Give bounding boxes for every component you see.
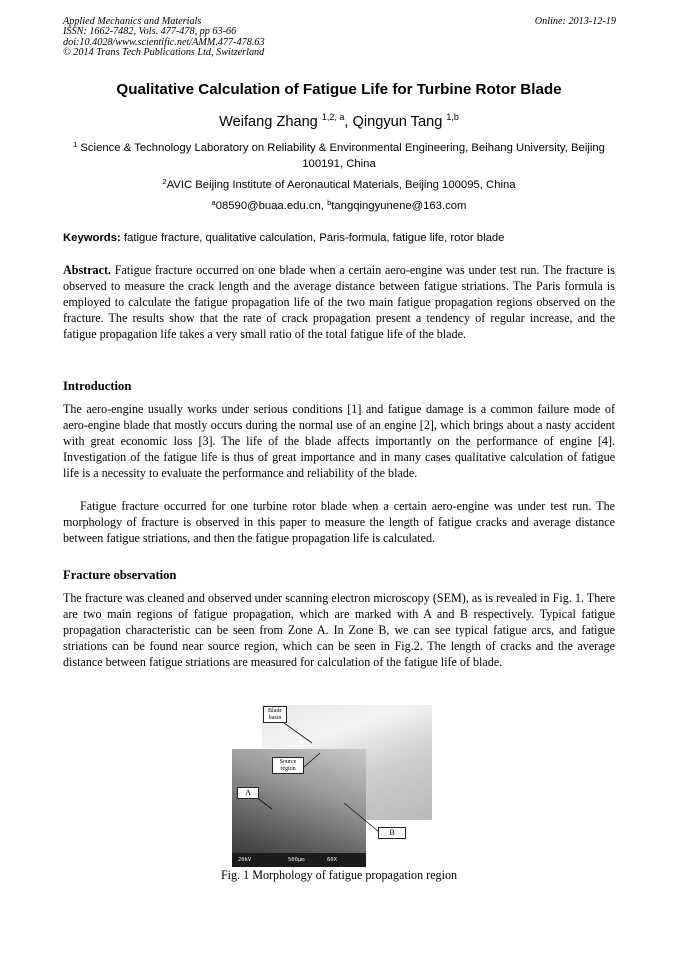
abstract-label: Abstract. [63,263,112,277]
paper-title: Qualitative Calculation of Fatigue Life for Turbine Rotor Blade [116,81,562,98]
journal-header [63,17,423,59]
introduction-paragraph-2-text: Fatigue fracture occurred for one turbine rotor blade when a certain aero-engine was under test run. The morphology of fracture is observed in this paper to measure the length of fatigue cracks and average distance between fatigue striations, and then the fatigue propagation life is calculated. [63,499,615,546]
email-b[interactable]: tangqingyunene@163.com [331,200,467,212]
affiliation-2 [63,174,615,193]
affiliation-2-text: AVIC Beijing Institute of Aeronautical Materials, Beijing 100095, China [166,179,516,191]
author-2-marks: 1,b [446,112,459,122]
abstract [63,262,615,342]
affiliation-1 [63,137,615,172]
sem-voltage: 20kV [238,857,252,863]
author-separator: , [344,114,353,130]
author-line [40,112,638,130]
email-a-mark: a [211,198,216,207]
author-1: Weifang Zhang [219,114,318,130]
label-zone-a: A [237,787,259,799]
keywords [63,232,623,244]
affiliation-1-text: Science & Technology Laboratory on Reliability & Environmental Engineering, Beihang University, Beijing 100191, China [77,142,605,170]
keywords-label: Keywords: [63,232,121,244]
author-1-marks: 1,2, a [321,112,345,122]
sem-magnification: 60X [327,857,337,863]
label-zone-b: B [378,827,406,839]
fracture-heading: Fracture observation [63,568,177,582]
leader-blade [284,723,312,743]
doi-line: doi:10.4028/www.scientific.net/AMM.477-478.63 [63,36,265,48]
online-date: Online: 2013-12-19 [534,16,616,27]
author-2: Qingyun Tang [352,114,443,130]
email-line [63,195,615,214]
leader-b [344,803,378,831]
keywords-text: fatigue fracture, qualitative calculation, Paris-formula, fatigue life, rotor blade [120,232,505,244]
affiliation-2-mark: 2 [162,177,167,186]
figure-1 [232,705,432,867]
introduction-paragraph-2 [63,498,615,546]
email-b-mark: b [327,198,332,207]
email-a[interactable]: 08590@buaa.edu.cn, [215,200,328,212]
journal-name: Applied Mechanics and Materials [63,16,202,27]
label-blade-basin: Blade basin [263,706,287,723]
introduction-heading: Introduction [63,379,132,393]
sem-scale: 500µm [288,857,305,863]
copyright-line: © 2014 Trans Tech Publications Ltd, Switzerland [63,47,265,59]
figure-1-caption: Fig. 1 Morphology of fatigue propagation region [220,868,458,882]
label-source-region: Source region [272,757,304,774]
introduction-paragraph-1: The aero-engine usually works under serious conditions [1] and fatigue damage is a common failure mode of aero-engine blade that mostly occurs during the normal use of an engine [2], which brings about a nasty accident with great economic loss [3]. The life of the blade affects importantly on the performance of engine [4]. Investigation of the fatigue life is thus of great importance and in many cases qualitative calculation of fatigue life is a necessity to evaluate the performance and reliability of the blade. [63,402,615,481]
leader-source [304,753,320,767]
fracture-paragraph-1: The fracture was cleaned and observed under scanning electron microscopy (SEM), as is revealed in Fig. 1. There are two main regions of fatigue propagation, which are marked with A and B respectively. Typical fatigue propagation characteristic can be seen from Zone A. In Zone B, we can see typical fatigue arcs, and fatigue striations can be found near source region, which can be seen in Fig.2. The length of cracks and the average distance between fatigue striations are measured for calculation of the fatigue life of blade. [63,591,615,670]
issn-line: ISSN: 1662-7482, Vols. 477-478, pp 63-66 [63,26,237,38]
sem-info-bar [232,853,366,867]
abstract-text: Fatigue fracture occurred on one blade when a certain aero-engine was under test run. The fracture is observed to measure the crack length and the average distance between fatigue striations. The Paris formula is employed to calculate the fatigue propagation life of the two main fatigue propagation regions observed on the fracture. The results show that the rate of crack propagation present a tendency of regular increase, and the fatigue propagation life takes a very small ratio of the total fatigue life of the blade. [63,263,615,342]
affiliation-1-mark: 1 [73,140,78,149]
figure-leader-lines [232,705,432,867]
